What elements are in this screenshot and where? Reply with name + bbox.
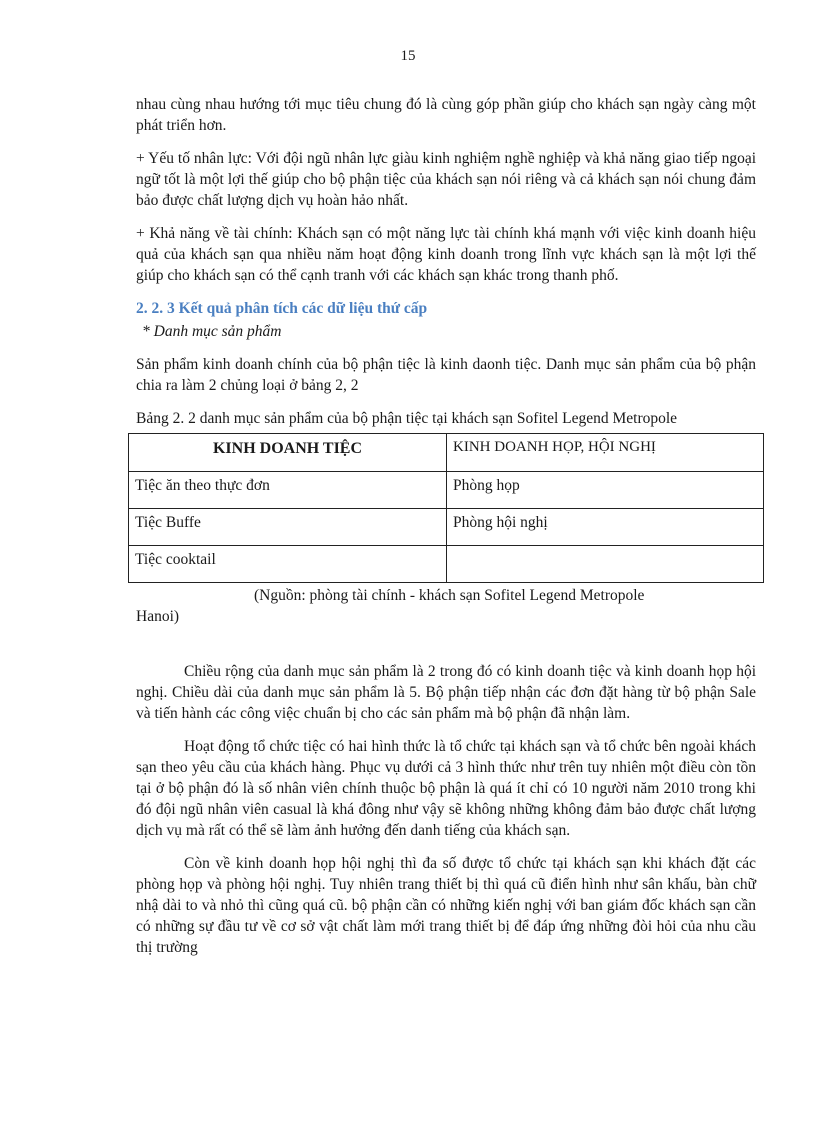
table-cell: Phòng họp (447, 472, 764, 509)
table-cell: Tiệc Buffe (129, 509, 447, 546)
section-heading: 2. 2. 3 Kết quả phân tích các dữ liệu thứ cấp (136, 300, 428, 317)
table-cell: Tiệc cooktail (129, 546, 447, 583)
table-header-cell: KINH DOANH HỌP, HỘI NGHỊ (447, 434, 764, 472)
table-source (136, 585, 756, 627)
source-line-1: (Nguồn: phòng tài chính - khách sạn Sofitel Legend Metropole (254, 587, 645, 604)
table-cell: Phòng hội nghị (447, 509, 764, 546)
table-row (129, 509, 764, 546)
spacer (136, 627, 756, 661)
table-caption: Bảng 2. 2 danh mục sản phẩm của bộ phận tiệc tại khách sạn Sofitel Legend Metropole (136, 410, 678, 427)
table-row (129, 472, 764, 509)
paragraph-event-organization: Hoạt động tổ chức tiệc có hai hình thức là tổ chức tại khách sạn và tổ chức bên ngoài khách sạn theo yêu cầu của khách hàng. Phục vụ dưới cả 3 hình thức như trên tuy nhiên một điều còn tồn tại ở bộ phận đó là số nhân viên chính thuộc bộ phận là quá ít chỉ có 10 người năm 2010 trong khi đó đội ngũ nhân viên casual là khá đông như vậy sẽ không những không đảm bảo được chất lượng dịch vụ mà rất có thể sẽ làm ảnh hưởng đến danh tiếng của khách sạn. (136, 738, 756, 839)
page-number: 15 (400, 48, 416, 64)
table-cell: Tiệc ăn theo thực đơn (129, 472, 447, 509)
source-line-2: Hanoi) (136, 608, 180, 625)
paragraph-meeting-business: Còn về kinh doanh họp hội nghị thì đa số được tổ chức tại khách sạn khi khách đặt các phòng họp và phòng hội nghị. Tuy nhiên trang thiết bị thì quá cũ điển hình như sân khấu, bàn chữ nhậ dài to và nhỏ thì cũng quá cũ. bộ phận cần có những kiến nghị với ban giám đốc khách sạn cần có những sự đầu tư về cơ sở vật chất làm mới trang thiết bị để đáp ứng những đòi hỏi của nhu cầu thị trường (136, 855, 756, 956)
table-cell (447, 546, 764, 583)
table-header-cell: KINH DOANH TIỆC (129, 434, 447, 472)
document-body (136, 94, 756, 970)
table-row (129, 546, 764, 583)
paragraph-human-resources: + Yếu tố nhân lực: Với đội ngũ nhân lực giàu kinh nghiệm nghề nghiệp và khả năng giao tiếp ngoại ngữ tốt là một lợi thế giúp cho bộ phận tiệc của khách sạn nói riêng và cả khách sạn nói chung đảm bảo được chất lượng dịch vụ hoàn hảo nhất. (136, 150, 756, 209)
product-table (128, 433, 764, 583)
paragraph-product-width: Chiều rộng của danh mục sản phẩm là 2 trong đó có kinh doanh tiệc và kinh doanh họp hội nghị. Chiều dài của danh mục sản phẩm là 5. Bộ phận tiếp nhận các đơn đặt hàng từ bộ phận Sale và tiến hành các công việc chuẩn bị cho các sản phẩm mà bộ phận đã nhận làm. (136, 663, 756, 722)
paragraph-finance: + Khả năng về tài chính: Khách sạn có một năng lực tài chính khá mạnh với việc kinh doanh hiệu quả của khách sạn qua nhiều năm hoạt động kinh doanh trong lĩnh vực khách sạn là một lợi thế giúp cho khách sạn có thể cạnh tranh với các khách sạn khác trong thanh phố. (136, 225, 756, 284)
paragraph-intro: Sản phẩm kinh doanh chính của bộ phận tiệc là kinh daonh tiệc. Danh mục sản phẩm của bộ phận chia ra làm 2 chủng loại ở bảng 2, 2 (136, 356, 756, 394)
subheading: * Danh mục sản phẩm (142, 323, 282, 340)
table-header-row (129, 434, 764, 472)
paragraph-continuation: nhau cùng nhau hướng tới mục tiêu chung đó là cùng góp phần giúp cho khách sạn ngày càng một phát triển hơn. (136, 96, 756, 134)
